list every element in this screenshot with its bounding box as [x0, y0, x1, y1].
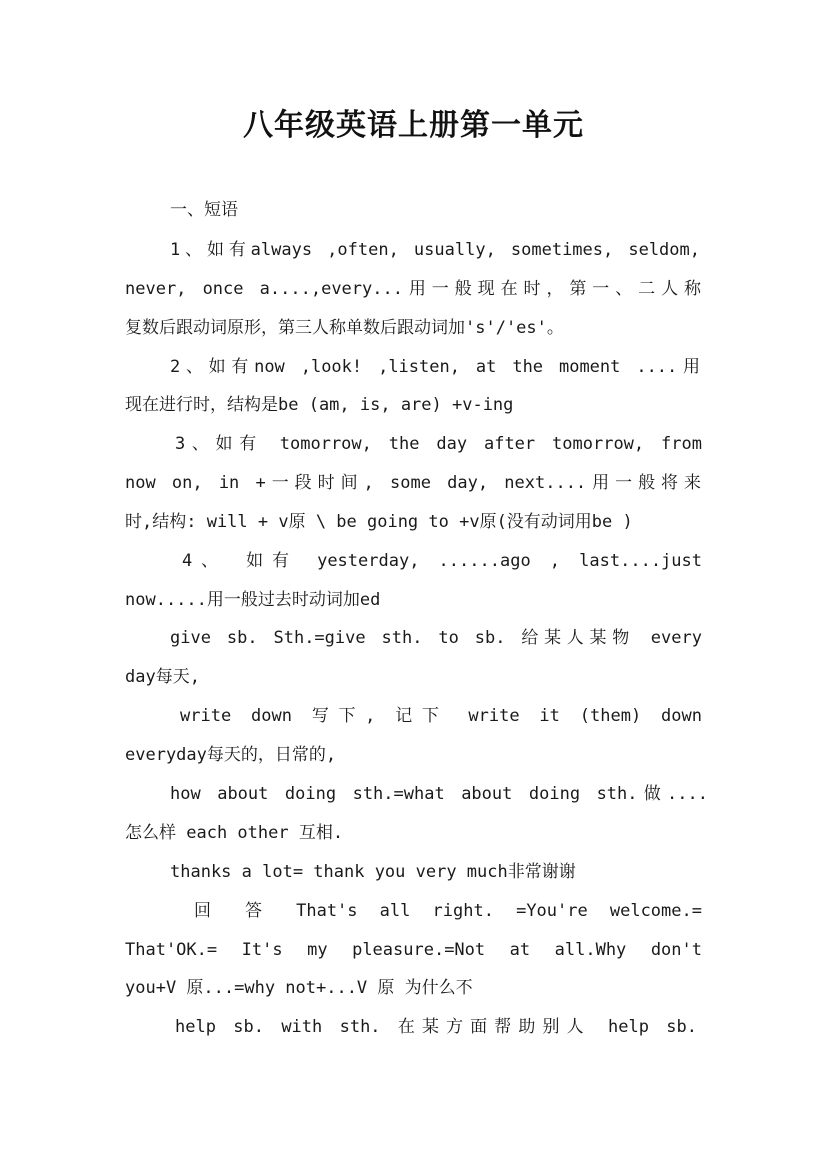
- text-line: 复数后跟动词原形，第三人称单数后跟动词加's'/'es'。: [125, 318, 564, 338]
- text-line: 4、 如有 yesterday, ......ago , last....just: [182, 551, 702, 571]
- text-line: 时,结构: will + v原 \ be going to +v原(没有动词用be ): [125, 512, 633, 532]
- text-line: how about doing sth.=what about doing sth.做....: [170, 784, 708, 804]
- text-line: thanks a lot= thank you very much非常谢谢: [170, 862, 576, 882]
- document-title: 八年级英语上册第一单元: [243, 108, 584, 143]
- text-line: you+V 原...=why not+...V 原 为什么不: [125, 978, 473, 998]
- text-line: 现在进行时，结构是be (am, is, are) +v-ing: [125, 395, 514, 415]
- text-line: 1、如有always ,often, usually, sometimes, seldom,: [170, 240, 700, 260]
- text-line: help sb. with sth. 在某方面帮助别人 help sb.: [175, 1017, 697, 1037]
- text-line: 一、短语: [170, 200, 238, 220]
- text-line: 3、如有 tomorrow, the day after tomorrow, from: [175, 434, 702, 454]
- text-line: That'OK.= It's my pleasure.=Not at all.Why don't: [125, 940, 702, 960]
- text-line: day每天,: [125, 667, 200, 687]
- text-line: everyday每天的，日常的,: [125, 745, 337, 765]
- text-line: 回 答 That's all right. =You're welcome.=: [194, 901, 702, 921]
- text-line: 2、如有now ,look! ,listen, at the moment ....用: [170, 357, 700, 377]
- text-line: give sb. Sth.=give sth. to sb. 给某人某物 every: [170, 628, 702, 648]
- text-line: never, once a....,every...用一般现在时，第一、二人称: [125, 279, 701, 299]
- text-line: now.....用一般过去时动词加ed: [125, 590, 381, 610]
- text-line: 怎么样 each other 互相.: [125, 823, 344, 843]
- text-line: write down 写下, 记下 write it (them) down: [180, 706, 702, 726]
- text-line: now on, in +一段时间, some day, next....用一般将来: [125, 473, 701, 493]
